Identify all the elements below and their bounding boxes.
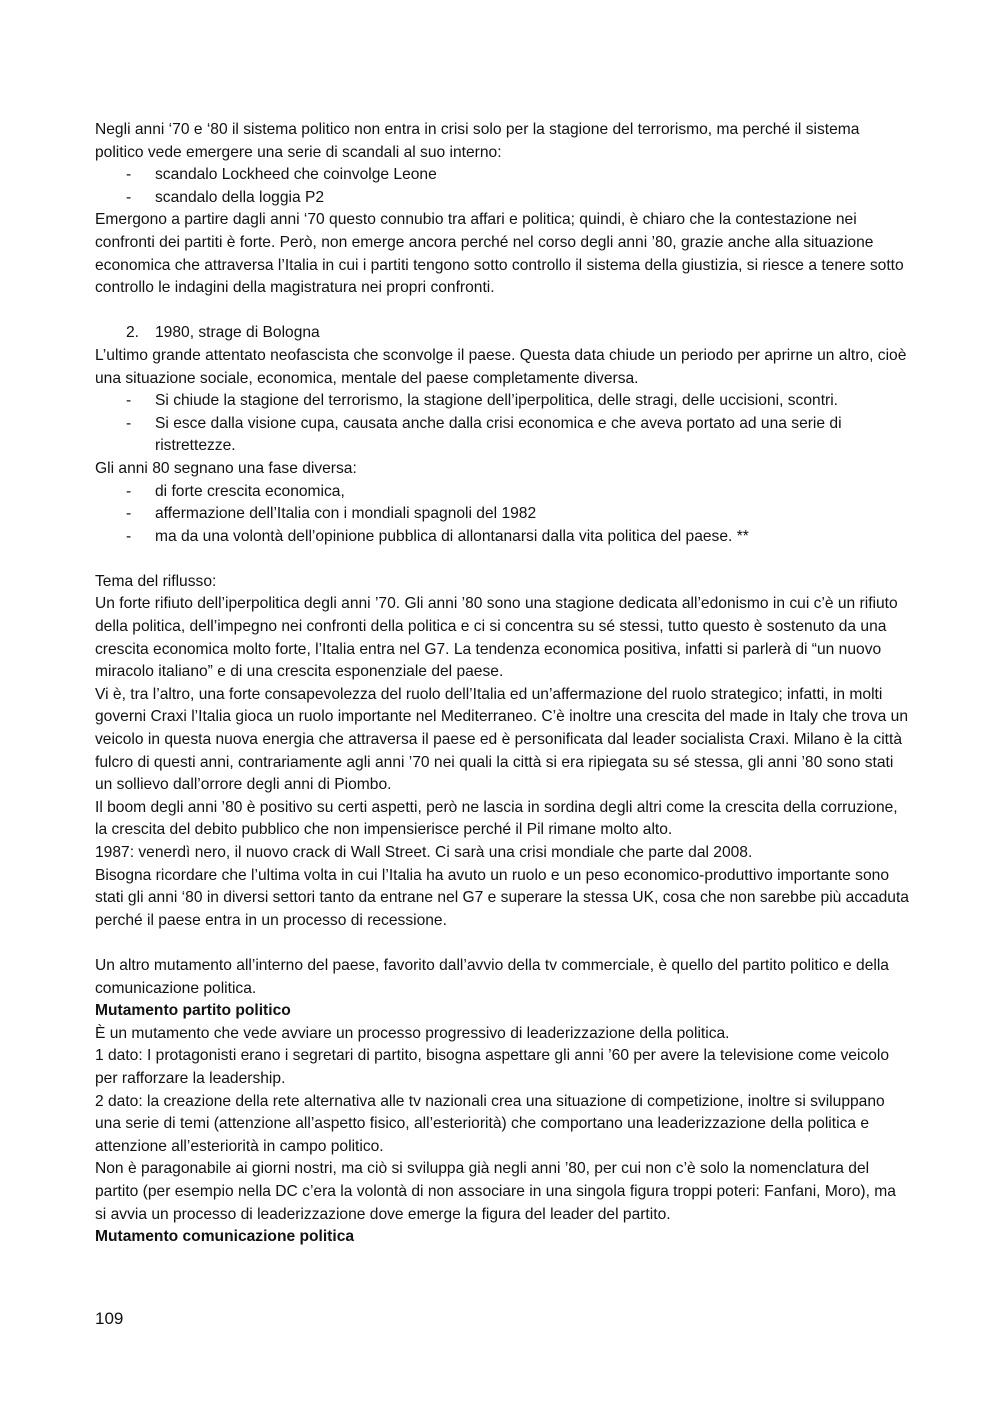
- list-item-text: scandalo Lockheed che coinvolge Leone: [155, 166, 437, 184]
- list-item: [95, 413, 910, 458]
- list-item: [95, 187, 910, 210]
- paragraph-attentato: L’ultimo grande attentato neofascista che sconvolge il paese. Questa data chiude un periodo per aprirne un altro, cioè una situazione sociale, economica, mentale del paese completamente diversa.: [95, 346, 907, 387]
- blank-line: [95, 932, 910, 955]
- paragraph-iperpolitica: Un forte rifiuto dell’iperpolitica degli anni ’70. Gli anni ’80 sono una stagione dedicata all’edonismo in cui c’è un rifiuto della politica, dell’impegno nei confronti della politica e ci si concentra su sé stessi, tutto questo è sostenuto da una crescita economica molto forte, l’Italia entra nel G7. La tendenza economica positiva, infatti si parlerà di “un nuovo miracolo italiano” e di una crescita esponenziale del paese.: [95, 595, 898, 681]
- page-content: [95, 119, 910, 1249]
- paragraph-anni-80: Gli anni 80 segnano una fase diversa:: [95, 459, 357, 477]
- list-item: [95, 164, 910, 187]
- paragraph-intro: Negli anni ‘70 e ‘80 il sistema politico non entra in crisi solo per la stagione del terrorismo, ma perché il sistema politico vede emergere una serie di scandali al suo interno:: [95, 121, 860, 161]
- paragraph-nomenclatura: Non è paragonabile ai giorni nostri, ma ciò si sviluppa già negli anni ’80, per cui non c’è solo la nomenclatura del partito (per esempio nella DC c’era la volontà di non associare in una singola figura troppi poteri: Fanfani, Moro), ma si avvia un processo di leaderizzazione dove emerge la figura del leader del partito.: [95, 1160, 896, 1223]
- paragraph-affari-politica: Emergono a partire dagli anni ‘70 questo connubio tra affari e politica; quindi, è chiaro che la contestazione nei confronti dei partiti è forte. Però, non emerge ancora perché nel corso degli anni ’80, grazie anche alla situazione economica che attraversa l’Italia in cui i partiti tengono sotto controllo il sistema della giustizia, si riesce a tenere sotto controllo le indagini della magistratura nei propri confronti.: [95, 211, 904, 297]
- paragraph-riflusso-title: Tema del riflusso:: [95, 572, 217, 590]
- paragraph-boom: Il boom degli anni ’80 è positivo su certi aspetti, però ne lascia in sordina degli altri come la crescita della corruzione, la crescita del debito pubblico che non impensierisce perché il Pil rimane molto alto.: [95, 798, 898, 839]
- bullet-dash: -: [126, 188, 132, 206]
- bullet-dash: -: [126, 392, 132, 410]
- bullet-dash: -: [126, 414, 132, 432]
- list-item-text: di forte crescita economica,: [155, 482, 345, 500]
- bullet-dash: -: [126, 482, 132, 500]
- paragraph-g7: Bisogna ricordare che l’ultima volta in cui l’Italia ha avuto un ruolo e un peso economico-produttivo importante sono stati gli anni ‘80 in diversi settori tanto da entrane nel G7 e superare la stessa UK, cosa che non sarebbe più accaduta perché il paese entra in un processo di recessione.: [95, 866, 909, 929]
- anni-80-list: [95, 481, 910, 549]
- list-item: [95, 503, 910, 526]
- blank-line: [95, 300, 910, 323]
- blank-line: [95, 548, 910, 571]
- paragraph-dato-1: 1 dato: I protagonisti erano i segretari di partito, bisogna aspettare gli anni ’60 per avere la televisione come veicolo per rafforzare la leadership.: [95, 1047, 890, 1087]
- paragraph-1987: 1987: venerdì nero, il nuovo crack di Wall Street. Ci sarà una crisi mondiale che parte dal 2008.: [95, 844, 753, 861]
- scandals-list: [95, 164, 910, 209]
- list-item-text: affermazione dell’Italia con i mondiali spagnoli del 1982: [155, 505, 537, 523]
- bullet-dash: -: [126, 505, 132, 523]
- item-number: 2.: [126, 324, 140, 342]
- heading-mutamento-partito: Mutamento partito politico: [95, 1002, 291, 1020]
- bullet-dash: -: [126, 166, 132, 184]
- bullet-dash: -: [126, 527, 132, 545]
- list-item-text: Si esce dalla visione cupa, causata anche dalla crisi economica e che aveva portato ad una serie di ristrettezze.: [155, 414, 842, 455]
- page-number: 109: [95, 1309, 124, 1328]
- list-item-text: ma da una volontà dell’opinione pubblica di allontanarsi dalla vita politica del paese. **: [155, 527, 749, 545]
- paragraph-dato-2: 2 dato: la creazione della rete alternativa alle tv nazionali crea una situazione di competizione, inoltre si sviluppano una serie di temi (attenzione all’aspetto fisico, all’esteriorità) che comportano una leaderizzazione della politica e attenzione all’esteriorità in campo politico.: [95, 1092, 885, 1155]
- list-item-text: Si chiude la stagione del terrorismo, la stagione dell’iperpolitica, delle stragi, delle uccisioni, scontri.: [155, 392, 839, 410]
- list-item: [95, 390, 910, 413]
- heading-mutamento-comunicazione: Mutamento comunicazione politica: [95, 1228, 355, 1246]
- terrorism-end-list: [95, 390, 910, 458]
- list-item-text: scandalo della loggia P2: [155, 188, 325, 206]
- paragraph-tv-commerciale: Un altro mutamento all’interno del paese, favorito dall’avvio della tv commerciale, è quello del partito politico e della comunicazione politica.: [95, 956, 889, 997]
- list-item: [95, 526, 910, 549]
- paragraph-leaderizzazione: È un mutamento che vede avviare un processo progressivo di leaderizzazione della politica.: [95, 1024, 730, 1042]
- item-text: 1980, strage di Bologna: [155, 324, 320, 342]
- numbered-item-bologna: [95, 322, 910, 345]
- list-item: [95, 481, 910, 504]
- paragraph-craxi: Vi è, tra l’altro, una forte consapevolezza del ruolo dell’Italia ed un’affermazione del ruolo strategico; infatti, in molti governi Craxi l’Italia gioca un ruolo importante nel Mediterraneo. C’è inoltre una crescita del made in Italy che trova un veicolo in questa nuova energia che attraversa il paese ed è personificata dal leader socialista Craxi. Milano è la città fulcro di questi anni, contrariamente agli anni ’70 nei quali la città si era ripiegata su sé stessa, gli anni ’80 sono stati un sollievo dall’orrore degli anni di Piombo.: [95, 685, 909, 794]
